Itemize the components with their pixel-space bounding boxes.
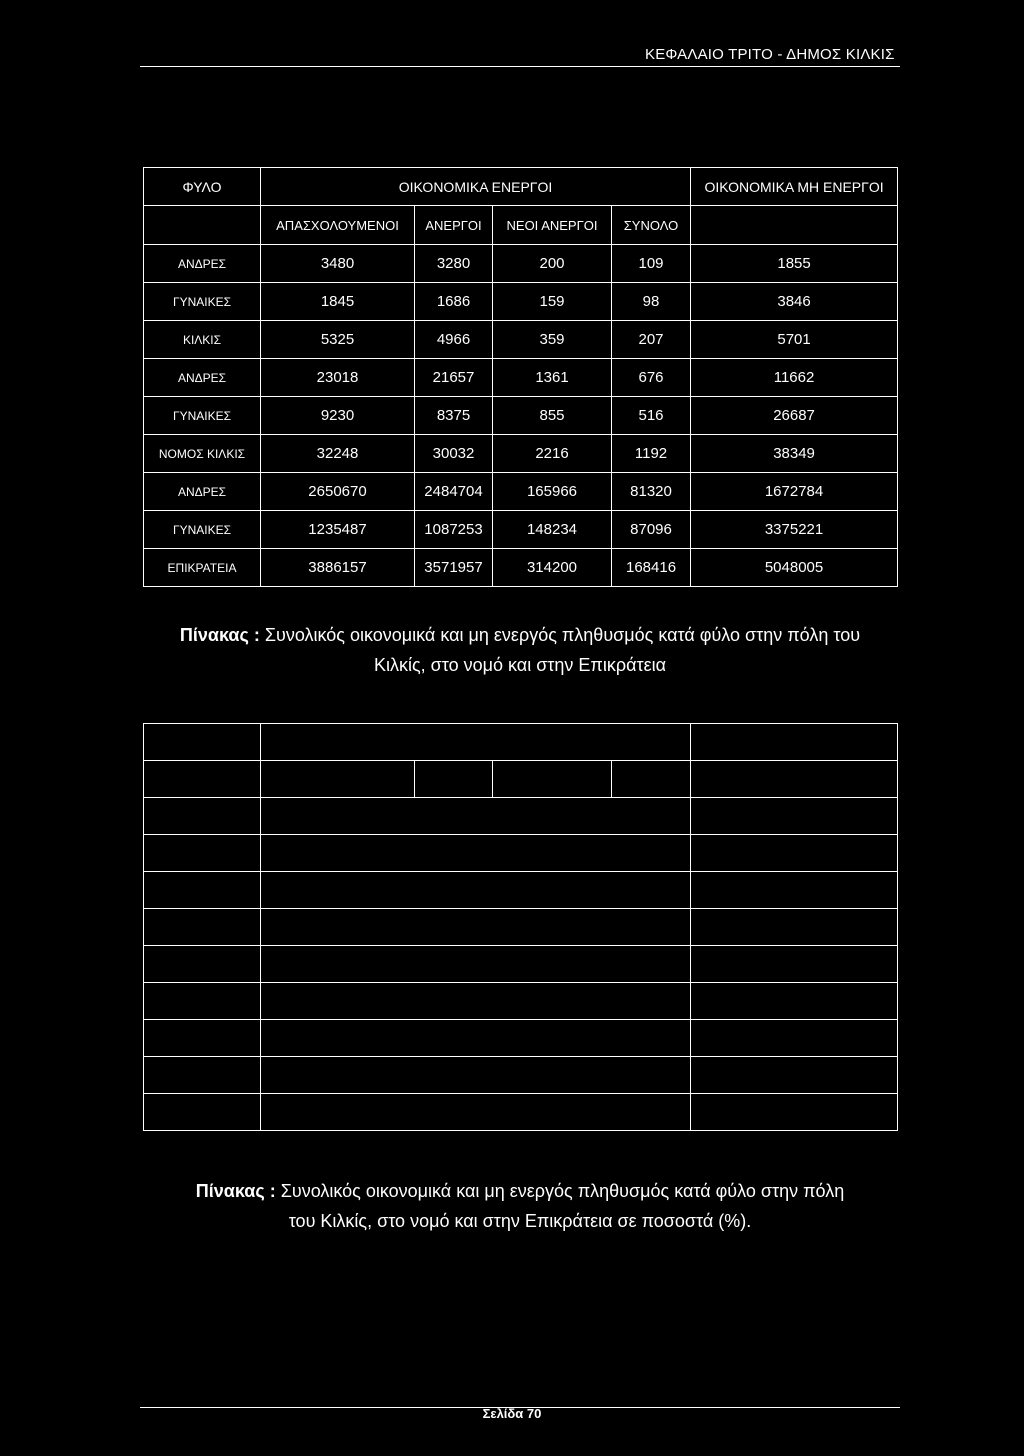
table-row: [144, 549, 898, 587]
table-row: [144, 283, 898, 321]
table-cell: 148234: [493, 511, 612, 549]
table-cell: 855: [493, 397, 612, 435]
caption-text-line1: Συνολικός οικονομικά και μη ενεργός πληθυσμός κατά φύλο στην πόλη του: [264, 625, 861, 645]
table-cell: 3280: [415, 245, 493, 283]
row-label: ΚΙΛΚΙΣ: [144, 321, 261, 359]
caption-text-line2: του Κιλκίς, στο νομό και στην Επικράτεια σε ποσοστά (%).: [288, 1211, 752, 1231]
table-cell: 168416: [612, 549, 691, 587]
table-cell: 165966: [493, 473, 612, 511]
table-cell: 3480: [261, 245, 415, 283]
table-cell: 3375221: [691, 511, 898, 549]
table-cell: 23018: [261, 359, 415, 397]
table-cell: 98: [612, 283, 691, 321]
caption-text-line1: Συνολικός οικονομικά και μη ενεργός πληθυσμός κατά φύλο στην πόλη: [280, 1181, 845, 1201]
empty-row: [144, 1057, 898, 1094]
table-header-row: [144, 168, 898, 206]
table-row: [144, 435, 898, 473]
table-cell: 676: [612, 359, 691, 397]
row-label: ΑΝΔΡΕΣ: [144, 245, 261, 283]
table-cell: 200: [493, 245, 612, 283]
table-cell: 1235487: [261, 511, 415, 549]
empty-row: [144, 872, 898, 909]
table-cell: 159: [493, 283, 612, 321]
table-cell: 5701: [691, 321, 898, 359]
row-label: ΑΝΔΡΕΣ: [144, 473, 261, 511]
subheader-new-unemployed: ΝΕΟΙ ΑΝΕΡΓΟΙ: [493, 206, 612, 245]
table-cell: 516: [612, 397, 691, 435]
subheader-empty-cell: [144, 206, 261, 245]
table-cell: 21657: [415, 359, 493, 397]
table-cell: 1686: [415, 283, 493, 321]
table-cell: 2650670: [261, 473, 415, 511]
empty-header-row: [144, 724, 898, 761]
empty-row: [144, 798, 898, 835]
subheader-total: ΣΥΝΟΛΟ: [612, 206, 691, 245]
empty-row: [144, 1020, 898, 1057]
table-cell: 81320: [612, 473, 691, 511]
population-table: [143, 167, 898, 587]
table-row: [144, 359, 898, 397]
table-cell: 30032: [415, 435, 493, 473]
table-cell: 32248: [261, 435, 415, 473]
header-cell-gender: ΦΥΛΟ: [144, 168, 261, 206]
row-label: ΓΥΝΑΙΚΕΣ: [144, 283, 261, 321]
table-cell: 11662: [691, 359, 898, 397]
table-row: [144, 245, 898, 283]
table-row: [144, 397, 898, 435]
table-cell: 1672784: [691, 473, 898, 511]
table-body: [144, 245, 898, 587]
table-cell: 2484704: [415, 473, 493, 511]
table-cell: 26687: [691, 397, 898, 435]
table-caption-2: [145, 1176, 895, 1236]
table-cell: 3571957: [415, 549, 493, 587]
table-cell: 2216: [493, 435, 612, 473]
table-cell: 1192: [612, 435, 691, 473]
table-cell: 1845: [261, 283, 415, 321]
table-cell: 5048005: [691, 549, 898, 587]
table-row: [144, 473, 898, 511]
percentage-table-empty: [143, 723, 898, 1131]
table-row: [144, 321, 898, 359]
table-cell: 9230: [261, 397, 415, 435]
table-cell: 8375: [415, 397, 493, 435]
empty-row: [144, 1094, 898, 1131]
row-label: ΝΟΜΟΣ ΚΙΛΚΙΣ: [144, 435, 261, 473]
row-label: ΕΠΙΚΡΑΤΕΙΑ: [144, 549, 261, 587]
empty-subheader-row: [144, 761, 898, 798]
table-cell: 3886157: [261, 549, 415, 587]
empty-row: [144, 946, 898, 983]
running-header: ΚΕΦΑΛΑΙΟ ΤΡΙΤΟ - ΔΗΜΟΣ ΚΙΛΚΙΣ: [645, 46, 895, 63]
table-row: [144, 511, 898, 549]
table-cell: 1855: [691, 245, 898, 283]
page-number: Σελίδα 70: [482, 1406, 542, 1421]
header-cell-active: ΟΙΚΟΝΟΜΙΚΑ ΕΝΕΡΓΟΙ: [261, 168, 691, 206]
caption-label: Πίνακας :: [179, 625, 260, 645]
empty-row: [144, 983, 898, 1020]
table-cell: 359: [493, 321, 612, 359]
table-cell: 207: [612, 321, 691, 359]
row-label: ΑΝΔΡΕΣ: [144, 359, 261, 397]
table-subheader-row: [144, 206, 898, 245]
empty-row: [144, 835, 898, 872]
subheader-employed: ΑΠΑΣΧΟΛΟΥΜΕΝΟΙ: [261, 206, 415, 245]
header-rule: [140, 66, 900, 67]
table-cell: 87096: [612, 511, 691, 549]
subheader-unemployed: ΑΝΕΡΓΟΙ: [415, 206, 493, 245]
caption-label: Πίνακας :: [195, 1181, 276, 1201]
table-cell: 5325: [261, 321, 415, 359]
table-cell: 109: [612, 245, 691, 283]
table-cell: 3846: [691, 283, 898, 321]
header-cell-inactive: ΟΙΚΟΝΟΜΙΚΑ ΜΗ ΕΝΕΡΓΟΙ: [691, 168, 898, 206]
table-caption-1: [145, 620, 895, 680]
table-cell: 1361: [493, 359, 612, 397]
subheader-empty-cell: [691, 206, 898, 245]
table-cell: 4966: [415, 321, 493, 359]
table-cell: 314200: [493, 549, 612, 587]
caption-text-line2: Κιλκίς, στο νομό και στην Επικράτεια: [373, 655, 667, 675]
table-cell: 38349: [691, 435, 898, 473]
empty-row: [144, 909, 898, 946]
row-label: ΓΥΝΑΙΚΕΣ: [144, 397, 261, 435]
row-label: ΓΥΝΑΙΚΕΣ: [144, 511, 261, 549]
table-cell: 1087253: [415, 511, 493, 549]
